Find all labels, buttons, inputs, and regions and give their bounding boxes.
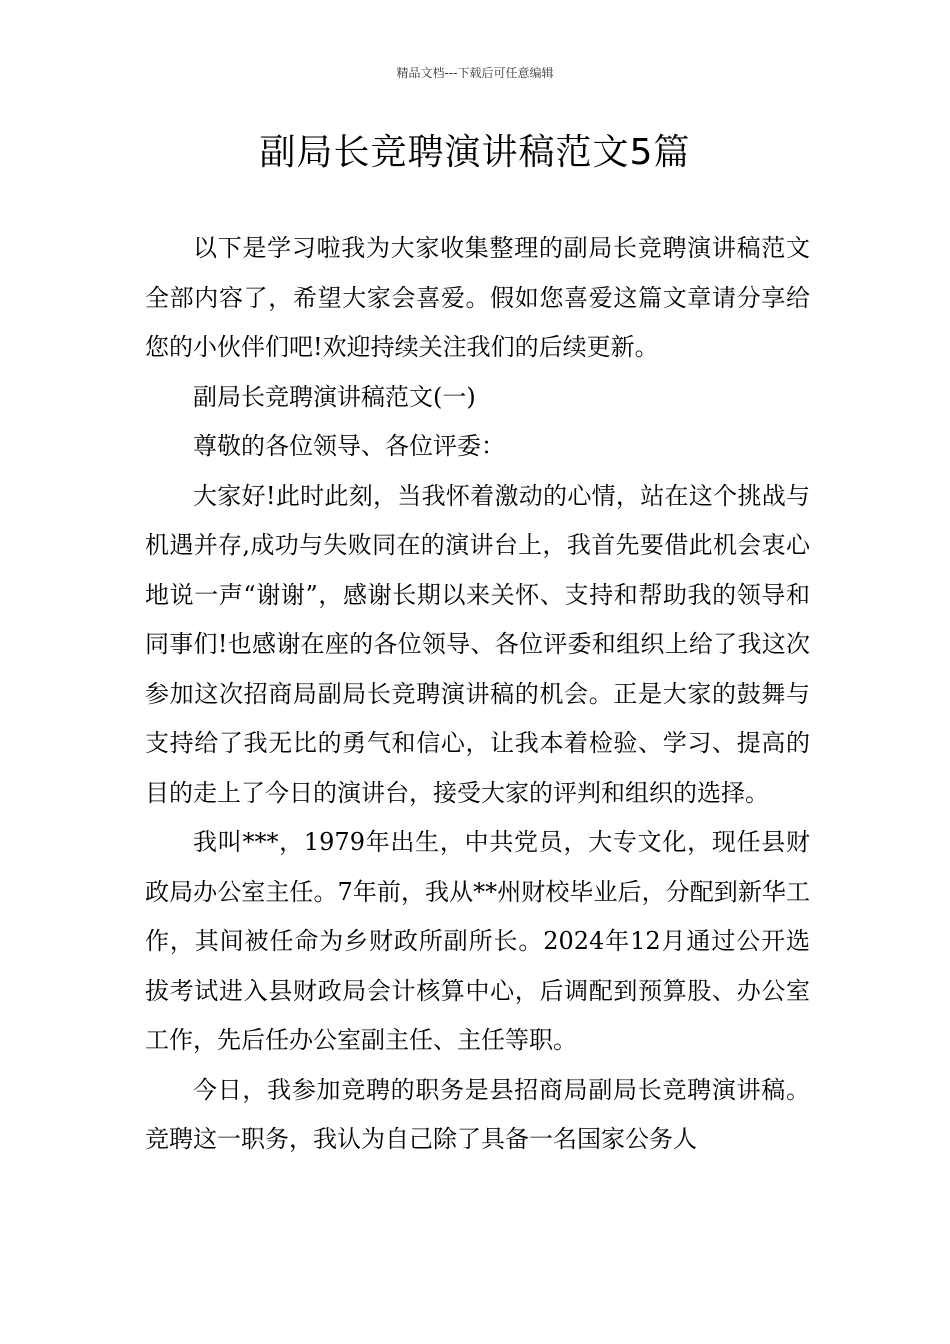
salutation: 尊敬的各位领导、各位评委： — [193, 432, 505, 460]
document-title: 副局长竞聘演讲稿范文5篇 — [259, 132, 691, 173]
body-paragraph: 我叫***，1979年出生，中共党员，大专文化，现任县财政局办公室主任。7年前，我从**州财校毕业后，分配到新华工作，其间被任命为乡财政所副所长。2024年12月通过公开选拔考试进入县财政局会计核算中心，后调配到预算股、办公室工作，先后任办公室副主任、主任等职。 — [145, 828, 810, 1054]
document-body — [145, 224, 810, 1165]
body-paragraph: 今日，我参加竞聘的职务是县招商局副局长竞聘演讲稿。竞聘这一职务，我认为自己除了具备一名国家公务人 — [145, 1075, 810, 1153]
header-note: 精品文档---下载后可任意编辑 — [396, 66, 554, 80]
section-heading: 副局长竞聘演讲稿范文(一) — [193, 382, 476, 411]
body-paragraph: 大家好!此时此刻，当我怀着激动的心情，站在这个挑战与机遇并存,成功与失败同在的演讲台上，我首先要借此机会衷心地说一声“谢谢”，感谢长期以来关怀、支持和帮助我的领导和同事们!也感谢在座的各位领导、各位评委和组织上给了我这次参加这次招商局副局长竞聘演讲稿的机会。正是大家的鼓舞与支持给了我无比的勇气和信心，让我本着检验、学习、提高的目的走上了今日的演讲台，接受大家的评判和组织的选择。 — [145, 481, 810, 807]
intro-paragraph: 以下是学习啦我为大家收集整理的副局长竞聘演讲稿范文全部内容了，希望大家会喜爱。假如您喜爱这篇文章请分享给您的小伙伴们吧!欢迎持续关注我们的后续更新。 — [145, 234, 810, 361]
